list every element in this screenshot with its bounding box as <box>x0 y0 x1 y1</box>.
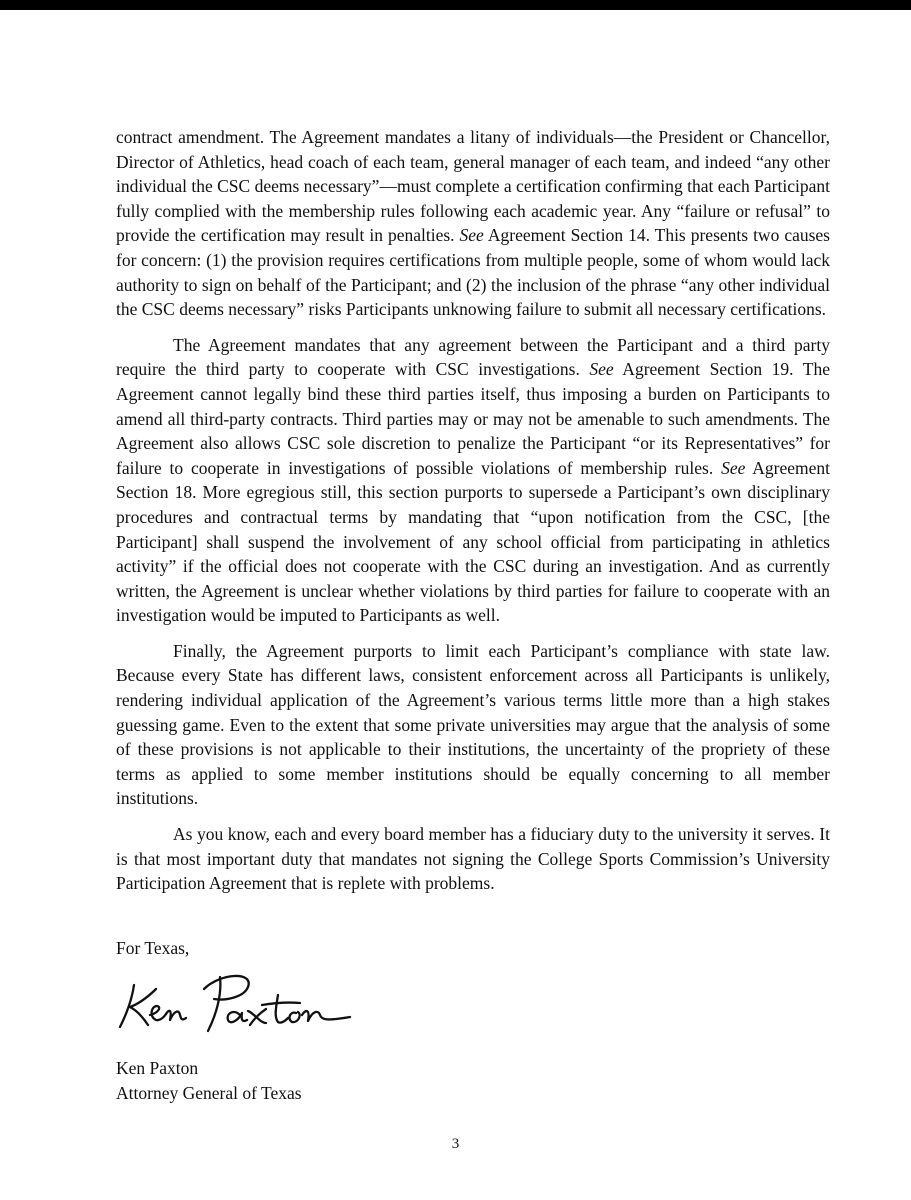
italic-citation: See <box>589 359 614 380</box>
letter-page <box>0 10 911 1200</box>
paragraph-text: Agreement Section 14. This presents two causes for concern: (1) the provision requires certifications from multiple people, some of whom would lack authority to sign on behalf of the Participant; and (2) the inclusion of the phrase “any other individual the CSC deems necessary” risks Participants unknowing failure to submit all necessary certifications. <box>116 225 830 320</box>
paragraph-text: Agreement Section 19. The Agreement cannot legally bind these third parties itself, thus imposing a burden on Participants to amend all third-party contracts. Third parties may or may not be amenable to such amendments. The Agreement also allows CSC sole discretion to penalize the Participant “or its Representatives” for failure to cooperate in investigations of possible violations of membership rules. <box>116 359 830 478</box>
body-paragraph <box>116 125 830 322</box>
body-paragraph <box>116 639 830 811</box>
signer-name: Ken Paxton <box>116 1058 199 1078</box>
signer-title: Attorney General of Texas <box>116 1082 302 1103</box>
italic-citation: See <box>459 225 484 246</box>
body-paragraph <box>116 333 830 628</box>
signature-block <box>116 1056 302 1105</box>
paragraph-text: Agreement Section 18. More egregious still, this section purports to supersede a Participant’s own disciplinary procedures and contractual terms by mandating that “upon notification from the CSC, [the Participant] shall suspend the involvement of any school official from participating in athletics activity” if the official does not cooperate with the CSC during an investigation. And as currently written, the Agreement is unclear whether violations by third parties for failure to cooperate with an investigation would be imputed to Participants as well. <box>116 457 830 626</box>
top-black-border <box>0 0 911 10</box>
paragraph-text: As you know, each and every board member has a fiduciary duty to the university it serves. It is that most important duty that mandates not signing the College Sports Commission’s University Participation Agreement that is replete with problems. <box>116 824 830 894</box>
body-paragraph <box>116 822 830 896</box>
paragraph-text: contract amendment. The Agreement mandates a litany of individuals—the President or Chancellor, Director of Athletics, head coach of each team, general manager of each team, and indeed “any other individual the CSC deems necessary”—must complete a certification confirming that each Participant fully complied with the membership rules following each academic year. Any “failure or refusal” to provide the certification may result in penalties. <box>116 127 830 246</box>
signature-image <box>112 965 362 1040</box>
page-number: 3 <box>451 1136 460 1152</box>
paragraph-text: The Agreement mandates that any agreement between the Participant and a third party require the third party to cooperate with CSC investigations. <box>116 334 830 380</box>
paragraph-text: Finally, the Agreement purports to limit each Participant’s compliance with state law. Because every State has different laws, consistent enforcement across all Participants is unlikely, rendering individual application of the Agreement’s various terms little more than a high stakes guessing game. Even to the extent that some private universities may argue that the analysis of some of these provisions is not applicable to their institutions, the uncertainty of the propriety of these terms as applied to some member institutions should be equally concerning to all member institutions. <box>116 640 830 809</box>
italic-citation: See <box>721 457 746 478</box>
letter-body <box>116 125 830 907</box>
closing-line: For Texas, <box>116 938 190 958</box>
